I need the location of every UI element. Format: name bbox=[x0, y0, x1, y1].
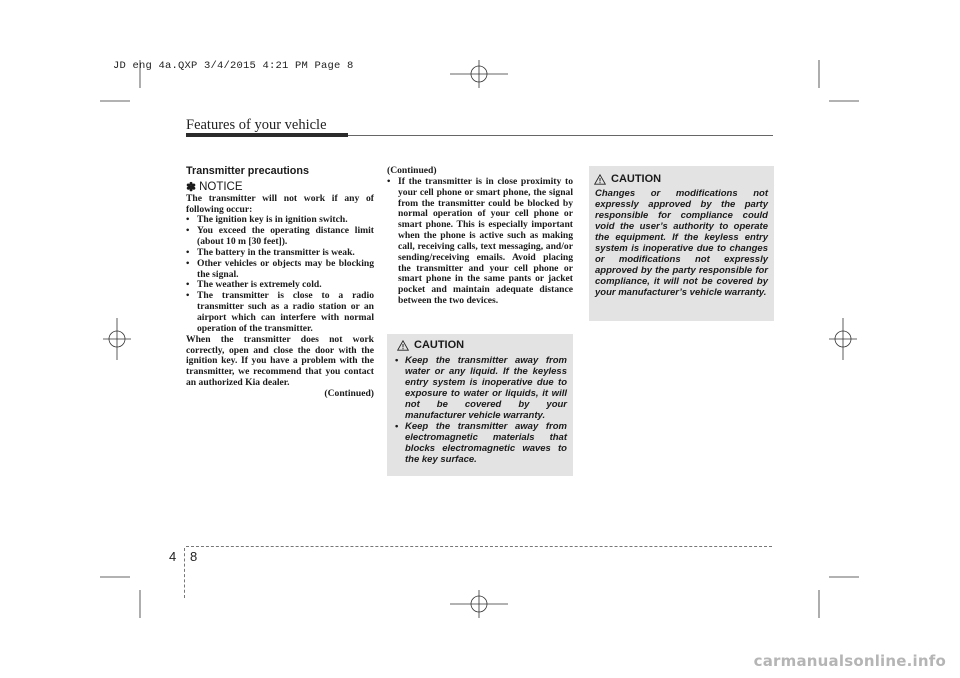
continued-label: (Continued) bbox=[387, 165, 437, 176]
caution-box-water bbox=[387, 334, 573, 476]
notice-intro: The transmitter will not work if any of following occur: bbox=[186, 192, 374, 215]
caution-label: CAUTION bbox=[414, 339, 465, 351]
list-item: • If the transmitter is in close proximity to your cell phone or smart phone, the signal from the transmitter could be blocked by normal operation of your cell phone or smart phone. This is especially important when the phone is active such as making call, receiving calls, text messaging, and/or sending/receiving emails. Avoid placing the transmitter and your cell phone or smart phone in the same pants or jacket pocket and maintain adequate distance between the two devices. bbox=[387, 175, 573, 307]
footer-rule bbox=[186, 546, 772, 547]
header-rule-light bbox=[348, 135, 773, 137]
asterisk-notice-icon: ✽ bbox=[186, 179, 197, 194]
continued-bullet-list bbox=[387, 177, 573, 307]
list-item: • The ignition key is in ignition switch. bbox=[186, 214, 348, 226]
notice-closing: When the transmitter does not work correctly, open and close the door with the ignition key. If you have a problem with the transmitter, we recommend that you contact an authorized Kia dealer. bbox=[186, 333, 374, 389]
warning-triangle-icon bbox=[594, 174, 606, 185]
notice-label: NOTICE bbox=[199, 180, 243, 193]
section-title: Features of your vehicle bbox=[186, 117, 327, 133]
chapter-number: 4 bbox=[169, 549, 177, 564]
list-item: • The transmitter is close to a radio transmitter such as a radio station or an airport which can interfere with normal operation of the transmitter. bbox=[186, 290, 374, 334]
header-rule-dark bbox=[186, 133, 348, 137]
caution-heading bbox=[594, 173, 661, 185]
caution-text: Changes or modifications not expressly approved by the party responsible for compliance could void the user’s authority to operate the equipment. If the keyless entry system is inoperative due to changes or modifications not expressly approved by the party responsible for compliance, it will not be covered by your manufacturer’s vehicle warranty. bbox=[595, 188, 768, 298]
caution-box-modifications bbox=[589, 166, 774, 321]
print-slug: JD eng 4a.QXP 3/4/2015 4:21 PM Page 8 bbox=[113, 60, 354, 72]
list-item: • Other vehicles or objects may be blocking the signal. bbox=[186, 257, 374, 280]
notice-heading bbox=[186, 179, 374, 194]
notice-bullet-list bbox=[186, 215, 374, 334]
caution-label: CAUTION bbox=[611, 173, 662, 185]
list-item: • The battery in the transmitter is weak. bbox=[186, 246, 355, 258]
caution-heading bbox=[397, 339, 464, 351]
page-number-divider bbox=[184, 548, 185, 598]
caution-text bbox=[395, 355, 567, 465]
watermark: carmanualsonline.info bbox=[753, 652, 946, 670]
list-item: • Keep the transmitter away from electromagnetic materials that blocks electromagnetic waves to the key surface. bbox=[395, 421, 567, 465]
transmitter-precautions-heading: Transmitter precautions bbox=[186, 165, 309, 177]
list-item: • You exceed the operating distance limit (about 10 m [30 feet]). bbox=[186, 225, 374, 248]
list-item: • Keep the transmitter away from water or any liquid. If the keyless entry system is inoperative due to exposure to water or liquids, it will not be covered by your manufacturer vehicle warranty. bbox=[395, 355, 567, 421]
left-column bbox=[186, 166, 374, 400]
continued-label: (Continued) bbox=[324, 387, 374, 399]
page-number: 8 bbox=[190, 549, 198, 564]
warning-triangle-icon bbox=[397, 340, 409, 351]
list-item: • The weather is extremely cold. bbox=[186, 279, 322, 291]
middle-column bbox=[387, 166, 573, 307]
